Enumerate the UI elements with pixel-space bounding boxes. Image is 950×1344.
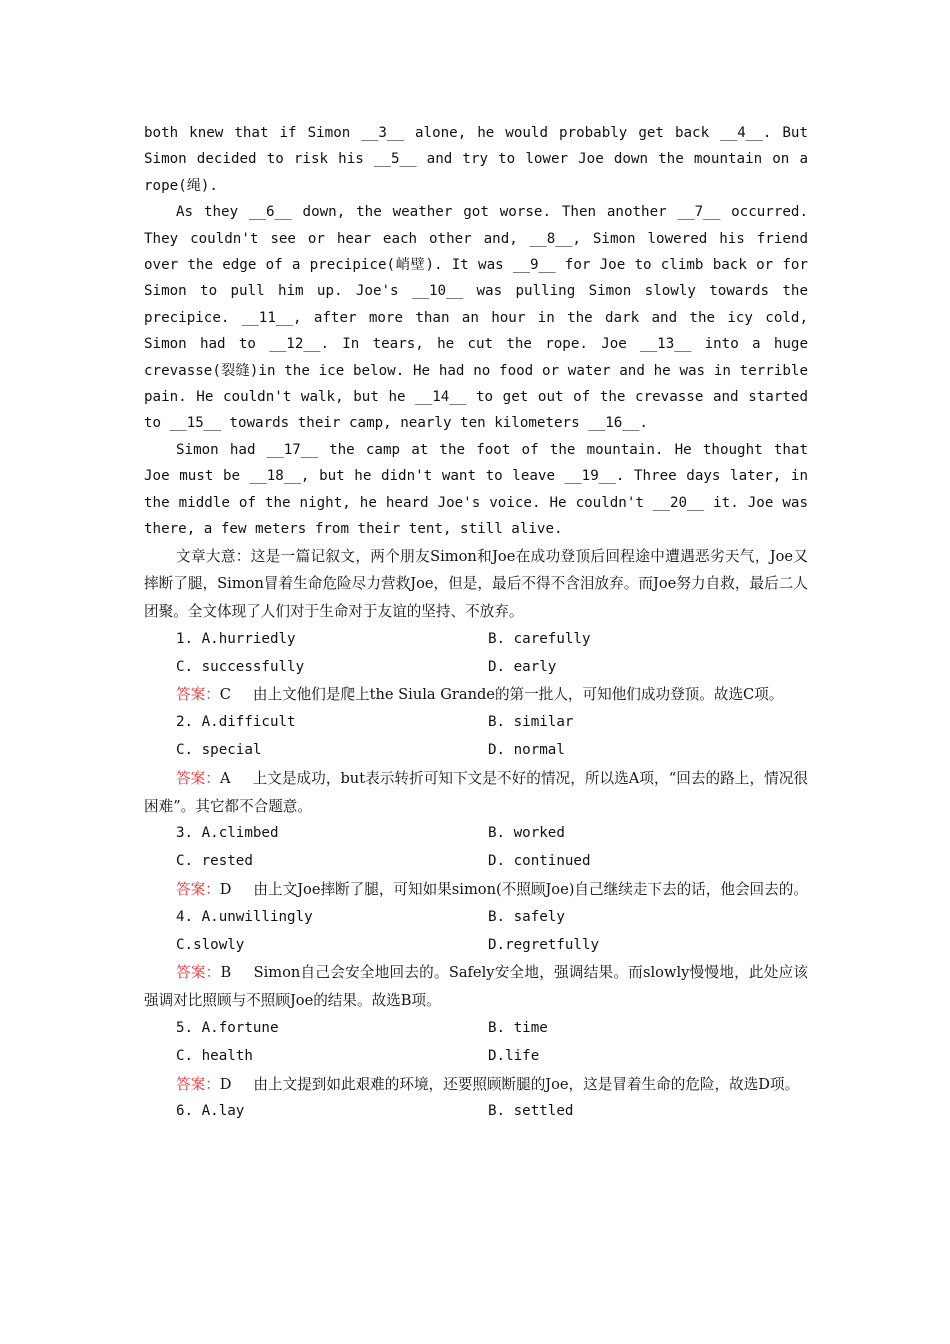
option: D. normal — [488, 742, 565, 759]
question-1-row-2 — [144, 654, 808, 682]
passage-paragraph-1: both knew that if Simon __3__ alone, he would probably get back __4__. But Simon decided to risk his __5__ and try to lower Joe down the mountain on a rope(绳). — [144, 125, 808, 194]
answer-letter: D — [219, 1075, 232, 1093]
answer-explanation: 由上文他们是爬上the Siula Grande的第一批人，可知他们成功登顶。故选C项。 — [252, 686, 784, 704]
answer-label: 答案： — [176, 769, 220, 787]
answer-explanation: Simon自己会安全地回去的。Safely安全地，强调结果。而slowly慢慢地，此处应该强调对比照顾与不照顾Joe的结果。故选B项。 — [144, 964, 808, 1010]
answer-letter: A — [219, 769, 231, 787]
question-1-row-1 — [144, 626, 808, 654]
answer-letter: D — [219, 881, 232, 899]
answer-label: 答案： — [176, 686, 220, 704]
answer-3 — [144, 876, 808, 904]
option: B. carefully — [488, 630, 591, 647]
question-5-row-2 — [144, 1043, 808, 1071]
option: D.regretfully — [488, 936, 600, 953]
answer-4 — [144, 959, 808, 1015]
passage-paragraph-2: As they __6__ down, the weather got worse. Then another __7__ occurred. They couldn't see or hear each other and, __8__, Simon lowered his friend over the edge of a precipice(峭壁). It was __9__ for Joe to climb back or for Simon to pull him up. Joe's __10__ was pulling Simon slowly towards the precipice. __11__, after more than an hour in the dark and the icy cold, Simon had to __12__. In tears, he cut the rope. Joe __13__ into a huge crevasse(裂缝)in the ice below. He had no food or water and he was in terrible pain. He couldn't walk, but he __14__ to get out of the crevasse and started to __15__ towards their camp, nearly ten kilometers __16__. — [144, 204, 808, 432]
question-5-row-1 — [144, 1015, 808, 1043]
question-3-row-2 — [144, 848, 808, 876]
option: 1. A.hurriedly — [176, 630, 296, 647]
option: C. health — [176, 1047, 253, 1064]
answer-letter: B — [220, 964, 232, 982]
option: 3. A.climbed — [176, 825, 279, 842]
answer-5 — [144, 1071, 808, 1099]
answer-2 — [144, 765, 808, 821]
answer-label: 答案： — [176, 881, 220, 899]
summary: 文章大意：这是一篇记叙文，两个朋友Simon和Joe在成功登顶后回程途中遭遇恶劣天气，Joe又摔断了腿，Simon冒着生命危险尽力营救Joe，但是，最后不得不含泪放弃。而Joe努力自救，最后二人团聚。全文体现了人们对于生命对于友谊的坚持、不放弃。 — [144, 547, 808, 621]
option: D. continued — [488, 853, 591, 870]
option: D. early — [488, 658, 557, 675]
question-4-row-2 — [144, 932, 808, 960]
answer-letter: C — [219, 686, 231, 704]
option: B. settled — [488, 1103, 574, 1120]
answer-1 — [144, 681, 808, 709]
question-2-row-2 — [144, 737, 808, 765]
answer-explanation: 上文是成功，but表示转折可知下文是不好的情况，所以选A项，“回去的路上，情况很困难”。其它都不合题意。 — [144, 769, 808, 815]
question-3-row-1 — [144, 820, 808, 848]
question-4-row-1 — [144, 904, 808, 932]
document-page — [144, 120, 808, 1126]
option: B. time — [488, 1020, 548, 1037]
question-6-row-1 — [144, 1098, 808, 1126]
option: 5. A.fortune — [176, 1020, 279, 1037]
answer-label: 答案： — [176, 1075, 220, 1093]
answer-label: 答案： — [176, 964, 221, 982]
option: B. similar — [488, 714, 574, 731]
option: 6. A.lay — [176, 1103, 245, 1120]
option: B. worked — [488, 825, 565, 842]
option: D.life — [488, 1047, 540, 1064]
option: C. rested — [176, 853, 253, 870]
option: 4. A.unwillingly — [176, 908, 313, 925]
answer-explanation: 由上文提到如此艰难的环境，还要照顾断腿的Joe，这是冒着生命的危险，故选D项。 — [253, 1075, 800, 1093]
question-2-row-1 — [144, 709, 808, 737]
passage-paragraph-3: Simon had __17__ the camp at the foot of the mountain. He thought that Joe must be __18__, but he didn't want to leave __19__. Three days later, in the middle of the night, he heard Joe's voice. He couldn't __20__ it. Joe was there, a few meters from their tent, still alive. — [144, 441, 808, 538]
option: 2. A.difficult — [176, 714, 296, 731]
option: C. successfully — [176, 658, 305, 675]
answer-explanation: 由上文Joe摔断了腿，可知如果simon(不照顾Joe)自己继续走下去的话，他会回去的。 — [253, 881, 808, 899]
option: C. special — [176, 742, 262, 759]
option: C.slowly — [176, 936, 245, 953]
option: B. safely — [488, 908, 565, 925]
